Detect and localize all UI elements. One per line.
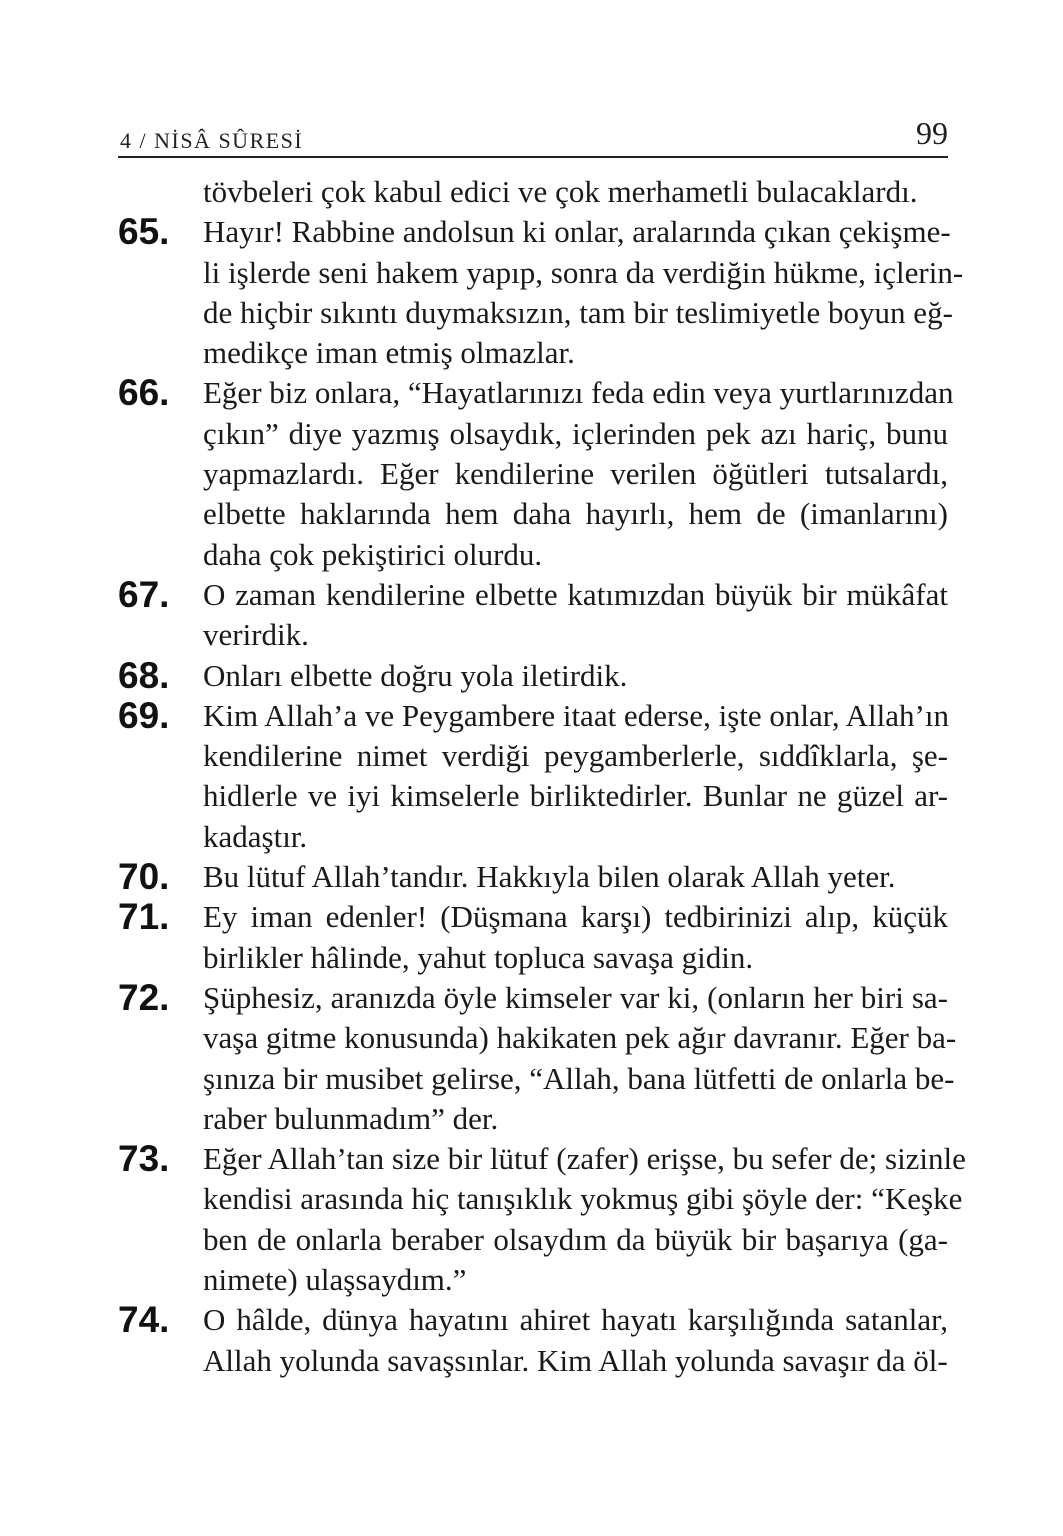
verse-line: daha çok pekiştirici olurdu.: [203, 536, 543, 572]
verse-text: [203, 696, 948, 857]
verse-block: [118, 897, 948, 978]
verse-line: kendilerine nimet verdiği peygamberlerle, sıddîklarla, şe-: [203, 738, 948, 774]
verse-text: [203, 978, 957, 1139]
verse-line: de hiçbir sıkıntı duymaksızın, tam bir teslimiyetle boyun eğ-: [203, 294, 953, 330]
verse-number: 74.: [118, 1299, 170, 1341]
verse-line: kendisi arasında hiç tanışıklık yokmuş gibi şöyle der: “Keşke: [203, 1181, 963, 1217]
verse-number: 68.: [118, 654, 170, 696]
verse-line: Onları elbette doğru yola iletirdik.: [203, 657, 628, 693]
verse-text: [203, 212, 964, 373]
verse-line: şınıza bir musibet gelirse, “Allah, bana lütfetti de onlarla be-: [203, 1060, 955, 1096]
chapter-title: 4 / NİSÂ SÛRESİ: [120, 128, 304, 153]
verse-line: nimete) ulaşsaydım.”: [203, 1262, 467, 1298]
verse-line: O zaman kendilerine elbette katımızdan büyük bir mükâfat: [203, 576, 948, 612]
verse-line: Eğer biz onlara, “Hayatlarınızı feda edin veya yurtlarınızdan: [203, 375, 954, 411]
verse-text: [203, 1300, 948, 1381]
verse-line: Ey iman edenler! (Düşmana karşı) tedbirinizi alıp, küçük: [203, 899, 948, 935]
verse-number: 71.: [118, 896, 170, 938]
running-header: [118, 110, 948, 158]
verse-line: vaşa gitme konusunda) hakikaten pek ağır davranır. Eğer ba-: [203, 1020, 957, 1056]
verse-line: Şüphesiz, aranızda öyle kimseler var ki, (onların her biri sa-: [203, 979, 948, 1015]
verse-line: çıkın” diye yazmış olsaydık, içlerinden pek azı hariç, bunu: [203, 415, 948, 451]
verse-block: [118, 696, 948, 857]
verse-line: Eğer Allah’tan size bir lütuf (zafer) erişse, bu sefer de; sizinle: [203, 1141, 966, 1177]
verse-line: O hâlde, dünya hayatını ahiret hayatı karşılığında satanlar,: [203, 1302, 948, 1338]
verse-number: 72.: [118, 976, 170, 1018]
verse-text: [203, 656, 948, 696]
verse-text: [203, 575, 948, 656]
continuation-line: tövbeleri çok kabul edici ve çok merhametli bulacaklardı.: [203, 174, 918, 209]
verse-block: [118, 656, 948, 696]
verse-line: Kim Allah’a ve Peygambere itaat ederse, işte onlar, Allah’ın: [203, 697, 949, 733]
verse-text: [203, 1139, 966, 1300]
verse-line: hidlerle ve iyi kimselerle birliktedirler. Bunlar ne güzel ar-: [203, 778, 948, 814]
verse-number: 65.: [118, 211, 170, 253]
verse-block: [118, 211, 964, 373]
book-page: [118, 110, 966, 1381]
verse-line: Bu lütuf Allah’tandır. Hakkıyla bilen olarak Allah yeter.: [203, 859, 896, 895]
verse-line: medikçe iman etmiş olmazlar.: [203, 335, 575, 371]
verse-line: Allah yolunda savaşsınlar. Kim Allah yolunda savaşır da öl-: [203, 1342, 948, 1378]
page-number: 99: [916, 115, 948, 151]
verse-block: [118, 575, 948, 656]
verse-block: [118, 976, 957, 1139]
verse-block: [118, 1300, 948, 1381]
verse-line: li işlerde seni hakem yapıp, sonra da verdiğin hükme, içlerin-: [203, 254, 964, 290]
verse-line: Hayır! Rabbine andolsun ki onlar, aralarında çıkan çekişme-: [203, 214, 951, 250]
verse-list: [118, 211, 966, 1381]
verse-line: elbette haklarında hem daha hayırlı, hem de (imanlarını): [203, 496, 948, 532]
verse-number: 67.: [118, 573, 170, 615]
verse-number: 73.: [118, 1138, 170, 1180]
verse-number: 66.: [118, 372, 170, 414]
verse-block: [118, 857, 948, 897]
verse-line: kadaştır.: [203, 818, 308, 854]
verse-number: 69.: [118, 694, 170, 736]
verse-line: yapmazlardı. Eğer kendilerine verilen öğütleri tutsalardı,: [203, 456, 948, 492]
verse-line: verirdik.: [203, 617, 309, 653]
verse-block: [118, 1138, 966, 1300]
body-text: [118, 172, 966, 1381]
verse-line: birlikler hâlinde, yahut topluca savaşa gidin.: [203, 939, 754, 975]
verse-text: [203, 897, 948, 978]
verse-text: [203, 373, 954, 574]
verse-text: [203, 857, 948, 897]
verse-line: ben de onlarla beraber olsaydım da büyük bir başarıya (ga-: [203, 1221, 948, 1257]
verse-number: 70.: [118, 856, 170, 898]
verse-line: raber bulunmadım” der.: [203, 1100, 499, 1136]
verse-block: [118, 372, 954, 574]
